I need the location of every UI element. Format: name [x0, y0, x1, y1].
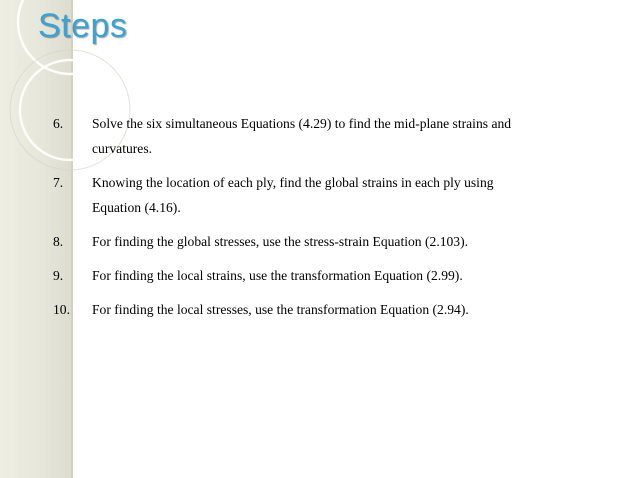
step-text [92, 111, 592, 161]
step-text-line: Solve the six simultaneous Equations (4.29) to find the mid-plane strains and [92, 116, 512, 131]
step-text-line: curvatures. [92, 141, 153, 156]
list-item-step-9 [0, 263, 600, 288]
list-item-step-7 [0, 170, 600, 220]
list-item-step-8 [0, 229, 600, 254]
step-text [92, 170, 592, 220]
list-item-step-10 [0, 297, 600, 322]
list-item-step-6 [0, 111, 600, 161]
steps-list [0, 111, 600, 331]
step-text [92, 297, 592, 322]
step-text-line: For finding the global stresses, use the stress-strain Equation (2.103). [92, 234, 469, 249]
step-text [92, 229, 592, 254]
step-number: 8. [53, 234, 64, 249]
step-text-line: For finding the local strains, use the transformation Equation (2.99). [92, 268, 463, 283]
step-text-line: Knowing the location of each ply, find the global strains in each ply using [92, 175, 494, 190]
slide-title: Steps [38, 7, 128, 45]
step-text-line: Equation (4.16). [92, 200, 181, 215]
step-number: 7. [53, 175, 64, 190]
step-number: 6. [53, 116, 64, 131]
step-text [92, 263, 592, 288]
step-number: 9. [53, 268, 64, 283]
step-text-line: For finding the local stresses, use the transformation Equation (2.94). [92, 302, 469, 317]
step-number: 10. [53, 302, 70, 317]
